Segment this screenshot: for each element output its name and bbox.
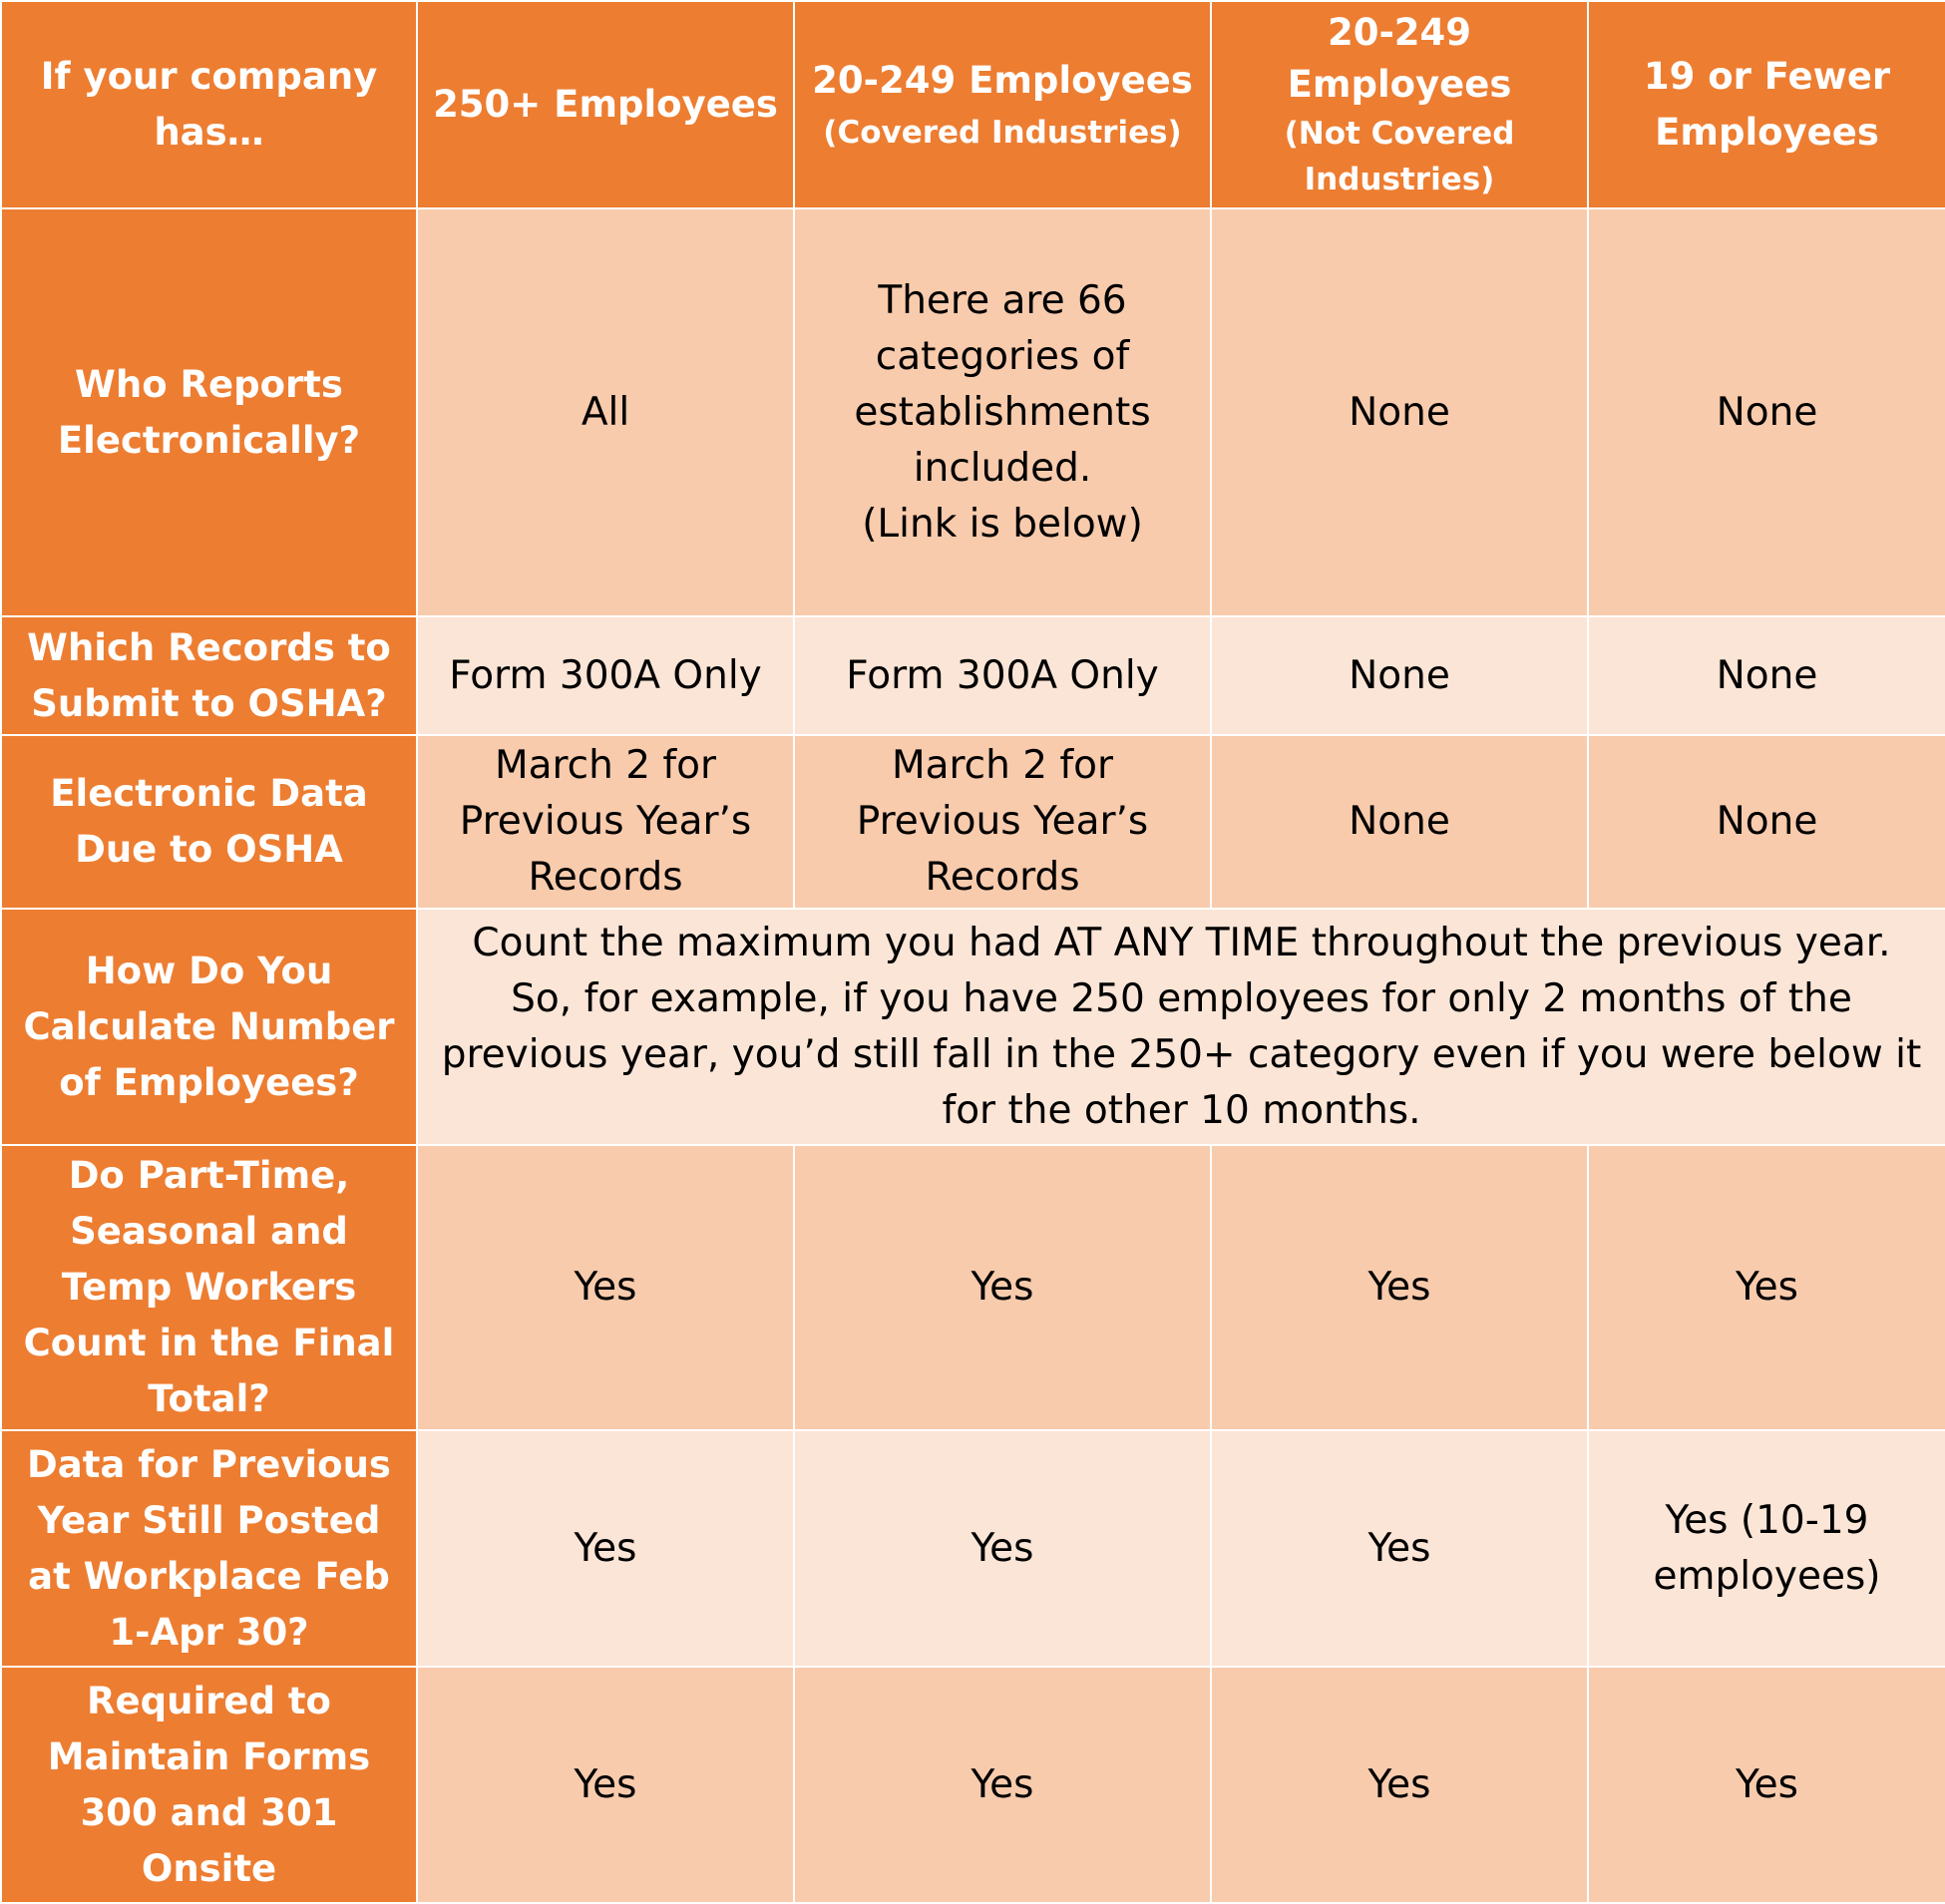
row-label-maintain-forms: Required to Maintain Forms 300 and 301 Onsite — [1, 1667, 417, 1903]
table-row — [1, 1430, 1945, 1667]
header-20-249-covered — [794, 1, 1211, 208]
row-label-who-reports: Who Reports Electronically? — [1, 208, 417, 616]
row-label-data-due: Electronic Data Due to OSHA — [1, 735, 417, 909]
header-19-or-fewer: 19 or Fewer Employees — [1588, 1, 1945, 208]
cell-data-due-19-or-fewer: None — [1588, 735, 1945, 909]
cell-who-reports-20-249-covered — [794, 208, 1211, 616]
cell-data-due-20-249-not-covered: None — [1211, 735, 1588, 909]
cell-part-time-20-249-covered: Yes — [794, 1145, 1211, 1430]
calculate-employees-line: Count the maximum you had AT ANY TIME throughout the previous year. — [472, 920, 1891, 965]
cell-data-due-250-plus: March 2 for Previous Year’s Records — [417, 735, 794, 909]
cell-who-reports-250-plus: All — [417, 208, 794, 616]
row-label-part-time-count: Do Part-Time, Seasonal and Temp Workers Count in the Final Total? — [1, 1145, 417, 1430]
cell-part-time-250-plus: Yes — [417, 1145, 794, 1430]
cell-who-reports-link-note: (Link is below) — [862, 501, 1143, 547]
cell-who-reports-19-or-fewer: None — [1588, 208, 1945, 616]
cell-data-posted-19-or-fewer: Yes (10-19 employees) — [1588, 1430, 1945, 1667]
cell-who-reports-line: There are 66 categories of establishments included. — [854, 277, 1151, 491]
cell-maintain-forms-20-249-covered: Yes — [794, 1667, 1211, 1903]
table-row — [1, 208, 1945, 616]
cell-data-posted-20-249-covered: Yes — [794, 1430, 1211, 1667]
cell-which-records-20-249-covered: Form 300A Only — [794, 616, 1211, 735]
header-20-249-covered-sub: (Covered Industries) — [823, 115, 1182, 151]
cell-maintain-forms-250-plus: Yes — [417, 1667, 794, 1903]
table-row — [1, 909, 1945, 1145]
header-20-249-covered-main: 20-249 Employees — [812, 59, 1193, 102]
header-20-249-not-covered-sub: (Not Covered Industries) — [1284, 116, 1515, 197]
header-row — [1, 1, 1945, 208]
calculate-employees-example: So, for example, if you have 250 employees for only 2 months of the previous year, you’d still fall in the 250+ category even if you were below it for the other 10 months. — [441, 975, 1922, 1133]
cell-which-records-19-or-fewer: None — [1588, 616, 1945, 735]
table-row — [1, 616, 1945, 735]
cell-who-reports-20-249-not-covered: None — [1211, 208, 1588, 616]
cell-data-posted-20-249-not-covered: Yes — [1211, 1430, 1588, 1667]
header-company-size: If your company has… — [1, 1, 417, 208]
table-row — [1, 735, 1945, 909]
cell-data-due-20-249-covered: March 2 for Previous Year’s Records — [794, 735, 1211, 909]
header-20-249-not-covered-main: 20-249 Employees — [1287, 11, 1512, 106]
cell-data-posted-250-plus: Yes — [417, 1430, 794, 1667]
cell-which-records-250-plus: Form 300A Only — [417, 616, 794, 735]
header-250-plus: 250+ Employees — [417, 1, 794, 208]
row-label-data-posted: Data for Previous Year Still Posted at Workplace Feb 1-Apr 30? — [1, 1430, 417, 1667]
row-label-calculate-employees: How Do You Calculate Number of Employees? — [1, 909, 417, 1145]
row-label-which-records: Which Records to Submit to OSHA? — [1, 616, 417, 735]
table-row — [1, 1667, 1945, 1903]
table-row — [1, 1145, 1945, 1430]
header-20-249-not-covered — [1211, 1, 1588, 208]
cell-part-time-19-or-fewer: Yes — [1588, 1145, 1945, 1430]
cell-maintain-forms-20-249-not-covered: Yes — [1211, 1667, 1588, 1903]
cell-part-time-20-249-not-covered: Yes — [1211, 1145, 1588, 1430]
cell-maintain-forms-19-or-fewer: Yes — [1588, 1667, 1945, 1903]
cell-calculate-employees-merged — [417, 909, 1945, 1145]
cell-which-records-20-249-not-covered: None — [1211, 616, 1588, 735]
